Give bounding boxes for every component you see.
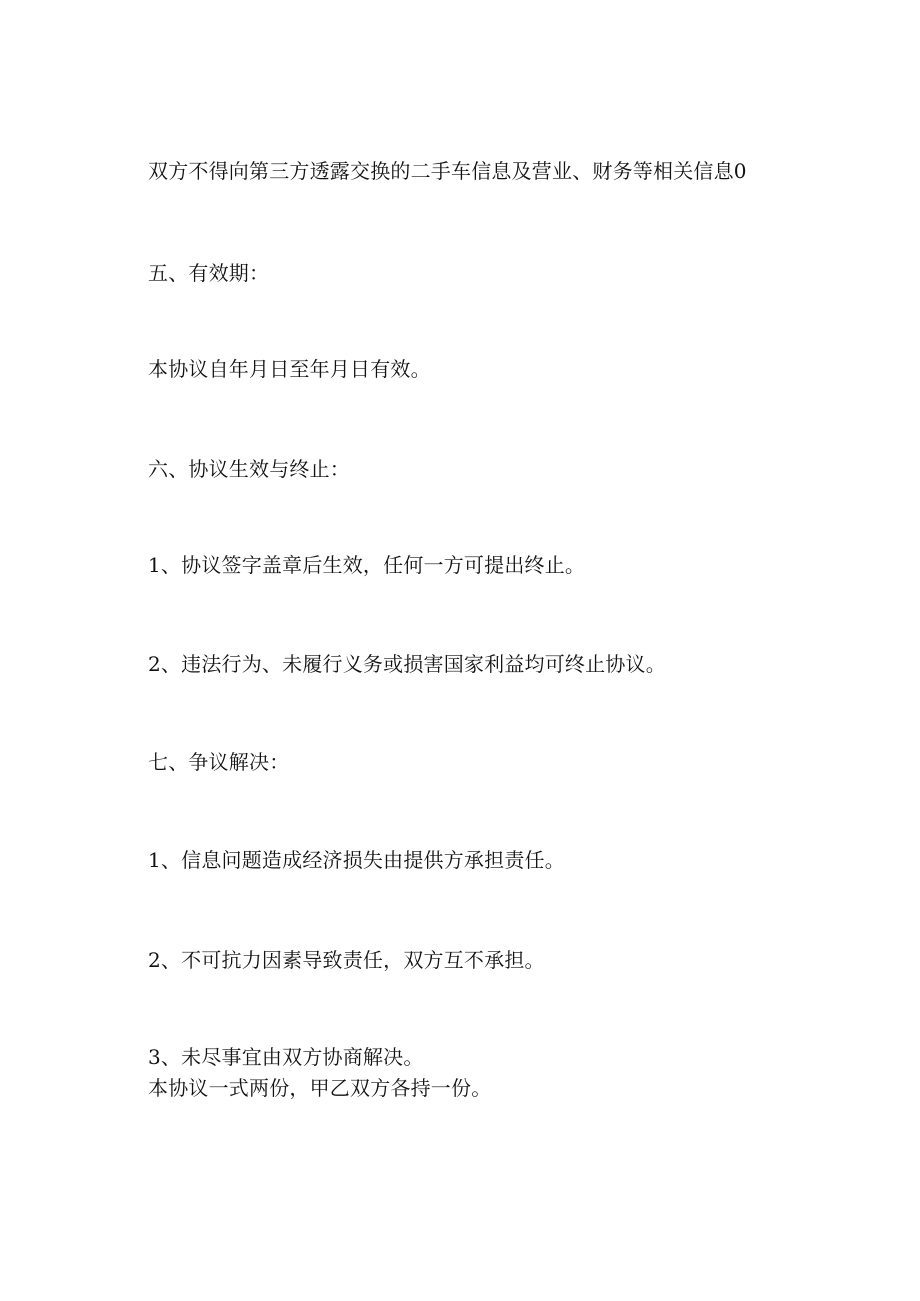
section-heading-effect-termination: 六、协议生效与终止： [148,457,350,481]
dispute-item-2: 2、不可抗力因素导致责任，双方互不承担。 [148,948,545,972]
section-heading-dispute-resolution: 七、争议解决： [148,750,290,774]
termination-item-2: 2、违法行为、未履行义务或损害国家利益均可终止协议。 [148,652,666,676]
validity-clause: 本协议自年月日至年月日有效。 [148,357,431,381]
dispute-item-3: 3、未尽事宜由双方协商解决。 [148,1045,424,1069]
confidentiality-clause: 双方不得向第三方透露交换的二手车信息及营业、财务等相关信息0 [148,159,747,183]
dispute-item-1: 1、信息问题造成经济损失由提供方承担责任。 [148,848,565,872]
copies-clause: 本协议一式两份，甲乙双方各持一份。 [148,1076,492,1100]
section-heading-validity: 五、有效期： [148,261,270,285]
termination-item-1: 1、协议签字盖章后生效，任何一方可提出终止。 [148,553,586,577]
